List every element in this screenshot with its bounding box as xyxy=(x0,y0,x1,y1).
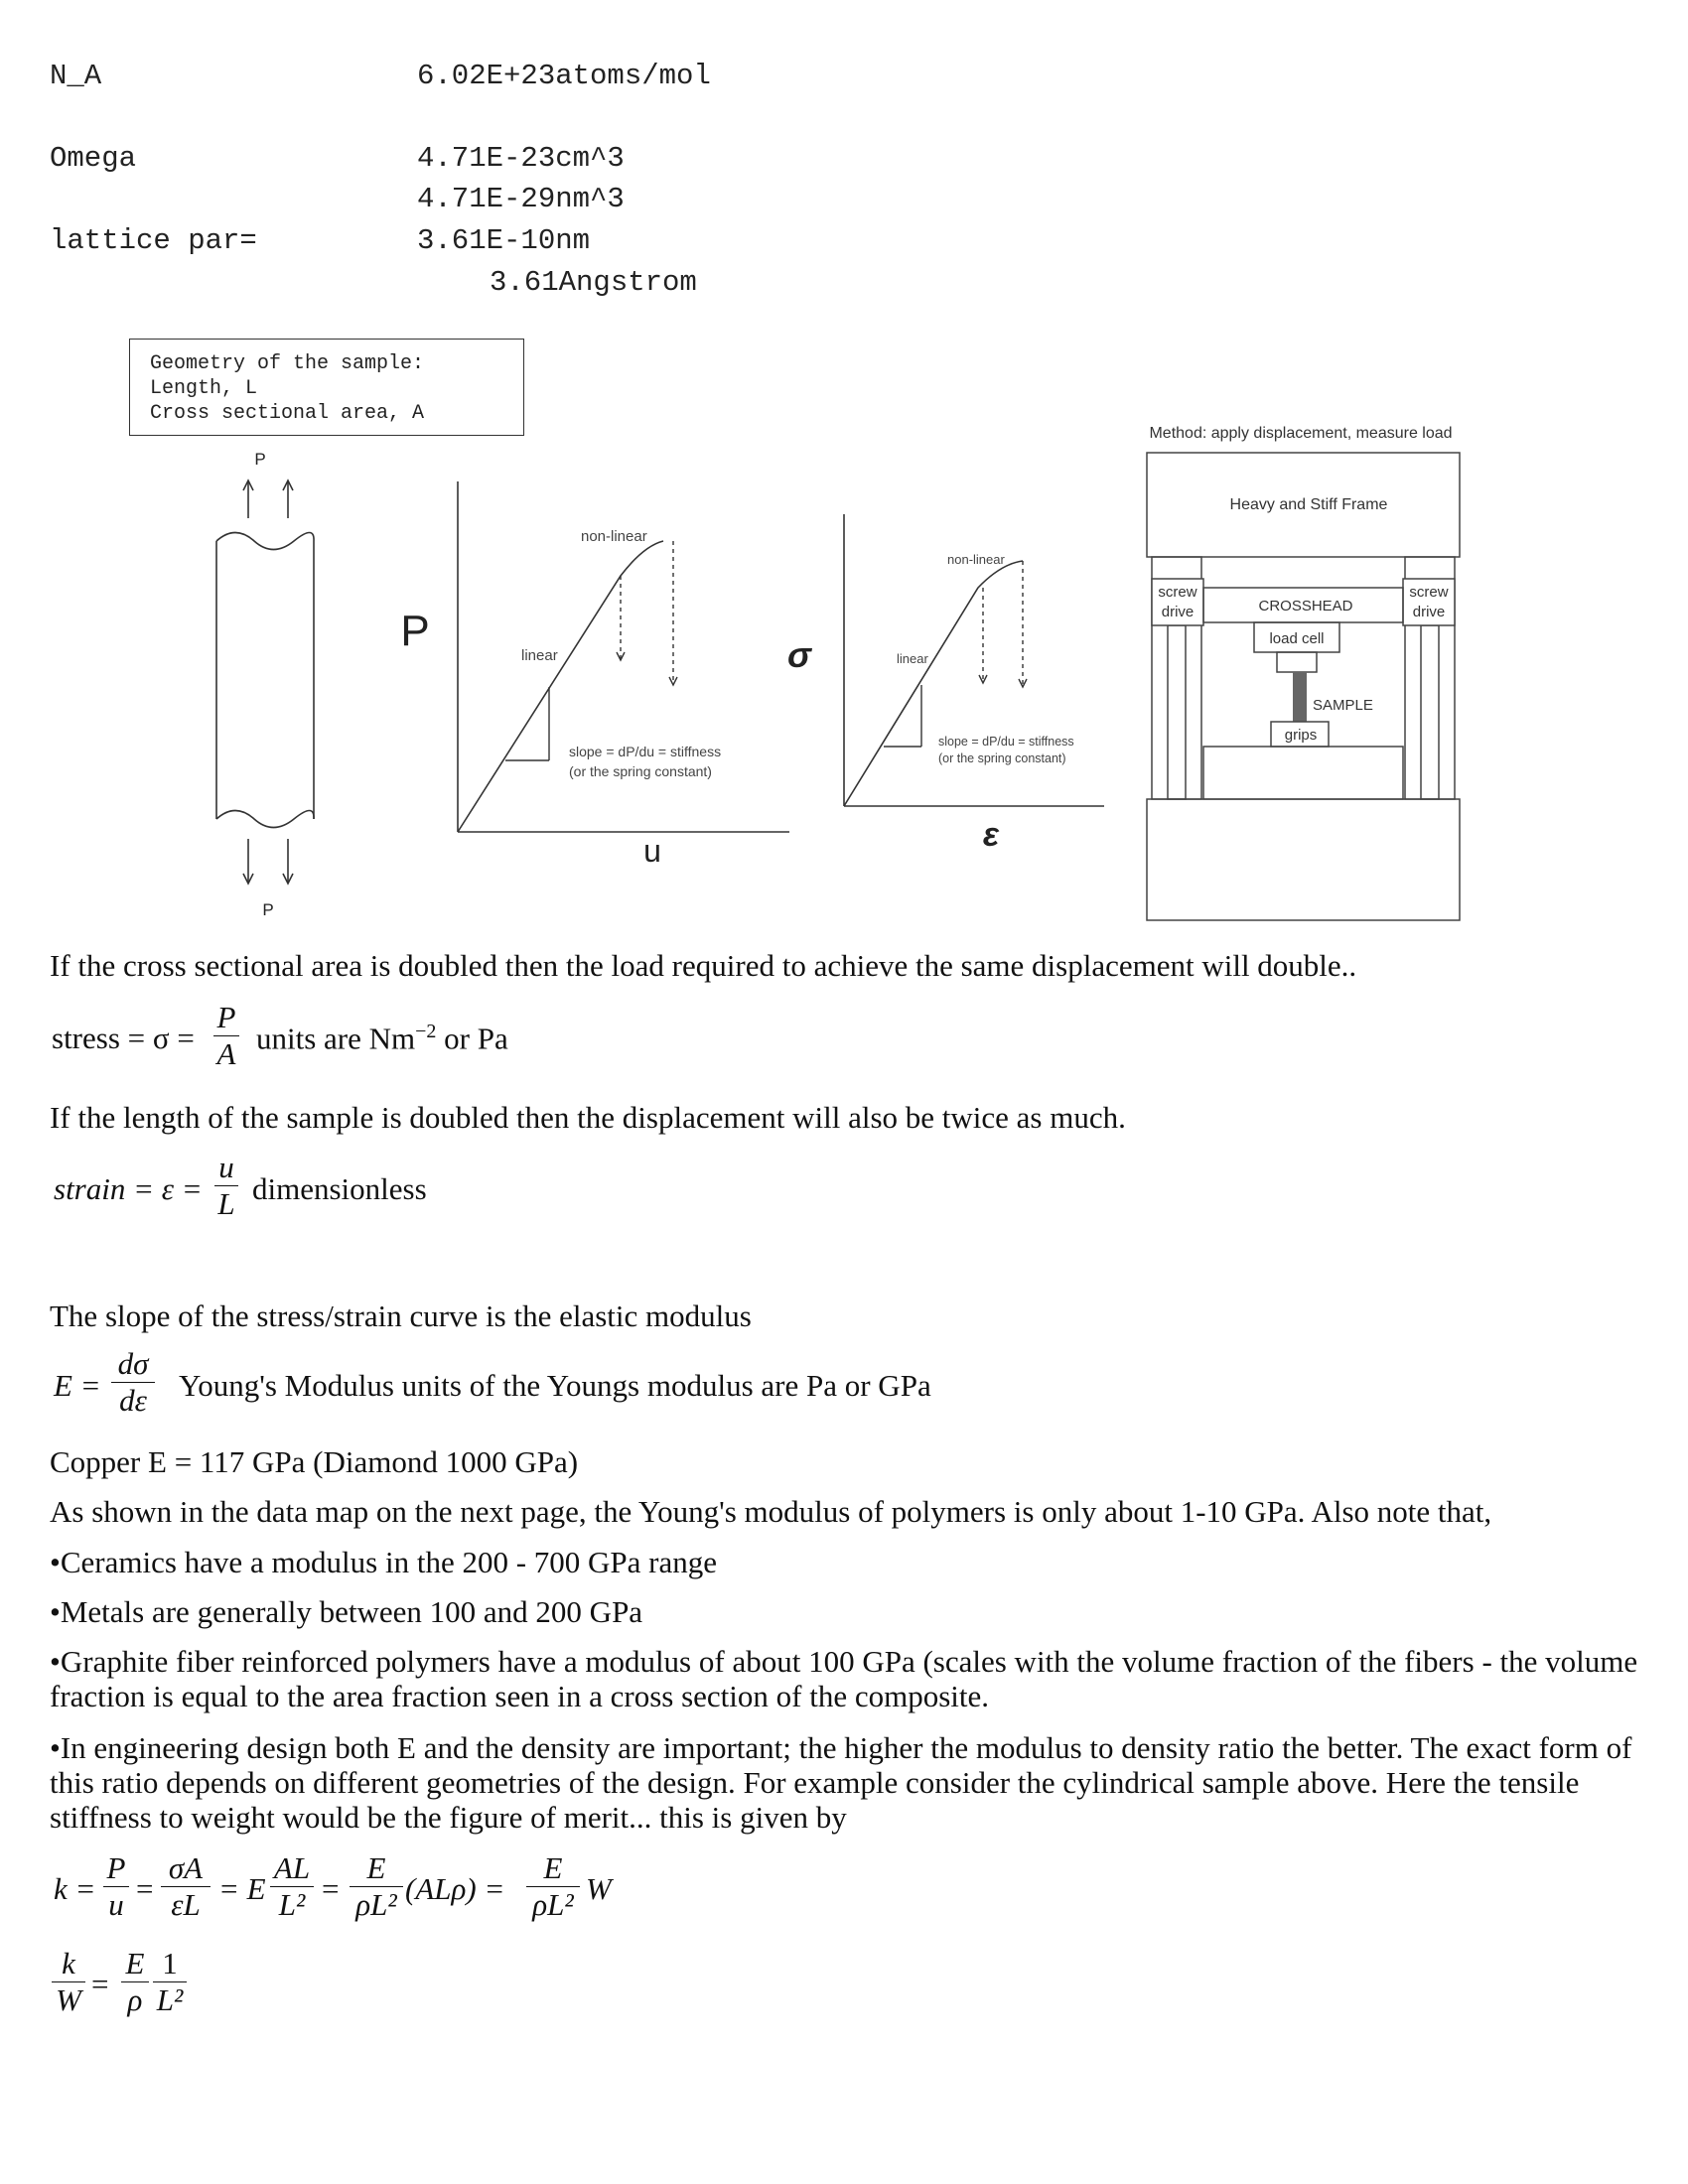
screw-label-left-1: screw xyxy=(1158,584,1197,601)
omega-value-nm3: 4.71E-29nm^3 xyxy=(417,183,625,215)
eq1-equals-3: = xyxy=(322,1871,340,1906)
label-linear: linear xyxy=(521,647,558,664)
stress-strain-curve xyxy=(844,561,1023,806)
geometry-line-1: Geometry of the sample: xyxy=(150,352,425,375)
force-label-top: P xyxy=(254,450,266,469)
sample-label: SAMPLE xyxy=(1313,697,1373,714)
xlabel-strain: ε xyxy=(982,816,1000,854)
numerator: E xyxy=(125,1946,145,1980)
ylabel-stress: σ xyxy=(787,634,811,675)
polymers-sentence: As shown in the data map on the next page, the Young's modulus of polymers is only about 1-10 GPa. Also note that, xyxy=(50,1494,1492,1529)
numerator: k xyxy=(62,1946,75,1980)
geometry-line-3: Cross sectional area, A xyxy=(150,402,425,425)
denominator: εL xyxy=(171,1887,201,1922)
stress-units-tail: or Pa xyxy=(436,1021,508,1056)
force-label-bottom: P xyxy=(262,900,274,919)
load-curve xyxy=(458,541,663,832)
eq1-mid: (ALρ) = xyxy=(405,1871,505,1906)
denominator: ρ xyxy=(127,1982,143,2017)
cylinder-top-break xyxy=(216,533,314,550)
grips-label: grips xyxy=(1284,727,1318,744)
strain-denominator: L xyxy=(217,1186,235,1221)
ylabel-load: P xyxy=(400,607,430,655)
omega-label: Omega xyxy=(50,142,137,175)
right-screw xyxy=(1421,625,1439,799)
stress-units-text: units are Nm xyxy=(256,1021,416,1056)
lattice-value-angstrom: 3.61Angstrom xyxy=(490,266,697,299)
slope-sentence: The slope of the stress/strain curve is the elastic modulus xyxy=(50,1298,752,1333)
modulus-equation-prefix: E = xyxy=(54,1368,101,1403)
eq2-frac-3 xyxy=(153,1946,187,2018)
na-value: 6.02E+23atoms/mol xyxy=(417,60,711,92)
frame-base xyxy=(1147,799,1460,920)
metals-bullet: •Metals are generally between 100 and 200 GPa xyxy=(50,1594,643,1629)
copper-line: Copper E = 117 GPa (Diamond 1000 GPa) xyxy=(50,1444,579,1479)
eq1-frac-1 xyxy=(103,1850,129,1923)
method-caption: Method: apply displacement, measure load xyxy=(1149,425,1453,442)
length-doubled-sentence: If the length of the sample is doubled then the displacement will also be twice as much. xyxy=(50,1100,1126,1135)
numerator: P xyxy=(106,1850,126,1885)
denominator: W xyxy=(56,1982,81,2017)
denominator: ρL² xyxy=(532,1887,574,1922)
eq1-k: k = xyxy=(54,1871,96,1906)
na-label: N_A xyxy=(50,60,102,92)
ceramics-bullet: •Ceramics have a modulus in the 200 - 700 GPa range xyxy=(50,1545,718,1579)
lattice-value-nm: 3.61E-10nm xyxy=(417,224,591,257)
stress-units xyxy=(256,1021,508,1056)
eq1-frac-3 xyxy=(270,1850,314,1923)
strain-equation-prefix: strain = ε = xyxy=(54,1171,203,1206)
cylinder-bottom-break xyxy=(216,811,314,828)
numerator: E xyxy=(366,1850,386,1885)
lattice-label: lattice par= xyxy=(50,224,257,257)
eq2-frac-2 xyxy=(121,1946,149,2018)
denominator: L² xyxy=(156,1982,184,2017)
numerator: AL xyxy=(273,1850,311,1885)
screw-label-right-2: drive xyxy=(1412,604,1446,620)
label-nonlinear: non-linear xyxy=(947,552,1005,567)
denominator: ρL² xyxy=(355,1887,397,1922)
base-block xyxy=(1203,747,1403,799)
crosshead-label: CROSSHEAD xyxy=(1258,598,1353,614)
eq1-frac-2 xyxy=(161,1850,211,1923)
slope-text-2: (or the spring constant) xyxy=(569,763,712,779)
geometry-line-2: Length, L xyxy=(150,377,258,400)
numerator: σA xyxy=(168,1850,204,1885)
denominator: L² xyxy=(278,1887,306,1922)
stress-numerator: P xyxy=(216,1000,236,1034)
strain-units: dimensionless xyxy=(252,1171,427,1206)
stress-equation-prefix: stress = σ = xyxy=(52,1021,195,1055)
left-screw xyxy=(1168,625,1186,799)
stress-denominator: A xyxy=(216,1036,236,1071)
label-nonlinear: non-linear xyxy=(581,528,647,545)
label-linear: linear xyxy=(897,651,928,666)
strain-fraction xyxy=(214,1150,238,1222)
screw-label-left-2: drive xyxy=(1161,604,1195,620)
xlabel-displacement: u xyxy=(643,833,661,869)
modulus-fraction xyxy=(111,1346,155,1419)
load-cell-label: load cell xyxy=(1269,630,1325,647)
stress-fraction xyxy=(213,1000,239,1072)
stress-strain-graph xyxy=(787,514,1104,854)
eq2-frac-1 xyxy=(52,1946,85,2018)
eq1-frac-4 xyxy=(350,1850,403,1923)
omega-value-cm3: 4.71E-23cm^3 xyxy=(417,142,625,175)
eq1-tail: W xyxy=(586,1871,612,1906)
testing-machine-diagram xyxy=(1147,425,1460,920)
numerator: E xyxy=(543,1850,563,1885)
slope-text-1: slope = dP/du = stiffness xyxy=(938,735,1074,749)
eq2-equals: = xyxy=(91,1967,109,2001)
sample-rod xyxy=(1293,672,1307,722)
graphite-bullet: •Graphite fiber reinforced polymers have a modulus of about 100 GPa (scales with the volume fraction of the fibers - the volume fraction is equal to the area fraction seen in a cross section of the composite. xyxy=(50,1644,1638,1713)
area-doubled-sentence: If the cross sectional area is doubled then the load required to achieve the same displacement will double.. xyxy=(50,948,1357,983)
upper-grip xyxy=(1277,652,1317,672)
modulus-numerator: dσ xyxy=(117,1346,149,1381)
strain-numerator: u xyxy=(218,1150,234,1184)
eq1-frac-5 xyxy=(526,1850,580,1923)
sample-cylinder-figure xyxy=(216,450,314,919)
numerator: 1 xyxy=(162,1946,178,1980)
load-displacement-graph xyxy=(400,481,789,869)
youngs-modulus-text: Young's Modulus units of the Youngs modulus are Pa or GPa xyxy=(179,1368,931,1403)
frame-label: Heavy and Stiff Frame xyxy=(1229,496,1388,513)
eq1-equals-1: = xyxy=(136,1871,154,1906)
screw-label-right-1: screw xyxy=(1409,584,1449,601)
eq1-equals-2: = E xyxy=(218,1871,266,1906)
stress-units-exponent: −2 xyxy=(415,1021,437,1042)
denominator: u xyxy=(108,1887,124,1922)
modulus-denominator: dε xyxy=(119,1383,147,1418)
design-bullet: •In engineering design both E and the density are important; the higher the modulus to density ratio the better. The exact form of this ratio depends on different geometries of the design. For example consider the cylindrical sample above. Here the tensile stiffness to weight would be the figure of merit... this is given by xyxy=(50,1730,1632,1835)
slope-text-2: (or the spring constant) xyxy=(938,751,1066,765)
slope-text-1: slope = dP/du = stiffness xyxy=(569,744,722,759)
figures-svg xyxy=(0,0,1688,933)
